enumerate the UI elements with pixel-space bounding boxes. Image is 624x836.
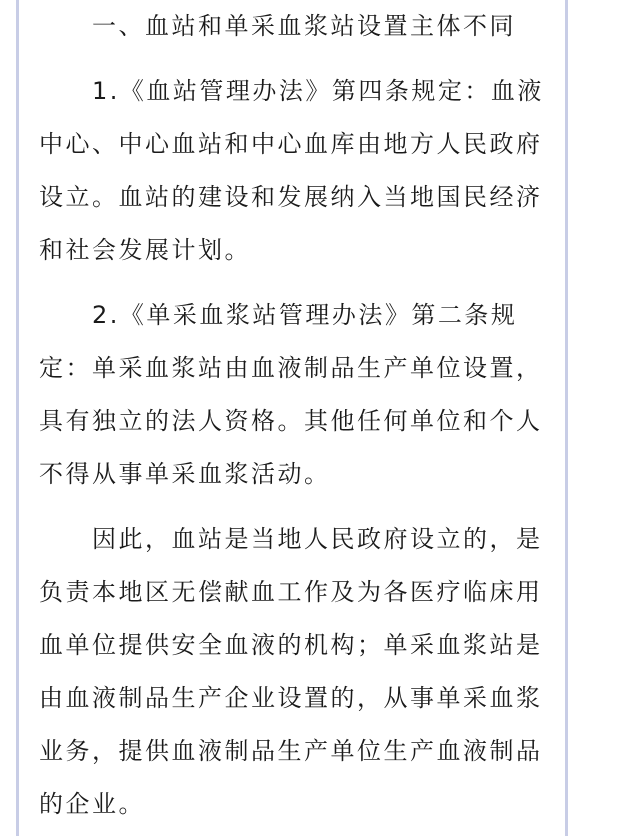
paragraph-2: 2.《单采血浆站管理办法》第二条规定：单采血浆站由血液制品生产单位设置，具有独立的法人资格。其他任何单位和个人不得从事单采血浆活动。 (39, 301, 543, 488)
article-body (39, 0, 544, 831)
paragraph-3: 因此，血站是当地人民政府设立的，是负责本地区无偿献血工作及为各医疗临床用血单位提供安全血液的机构；单采血浆站是由血液制品生产企业设置的，从事单采血浆业务，提供血液制品生产单位生产血液制品的企业。 (39, 525, 543, 818)
section-heading: 一、血站和单采血浆站设置主体不同 (92, 12, 516, 40)
paragraph-1: 1.《血站管理办法》第四条规定：血液中心、中心血站和中心血库由地方人民政府设立。血站的建设和发展纳入当地国民经济和社会发展计划。 (39, 77, 544, 264)
